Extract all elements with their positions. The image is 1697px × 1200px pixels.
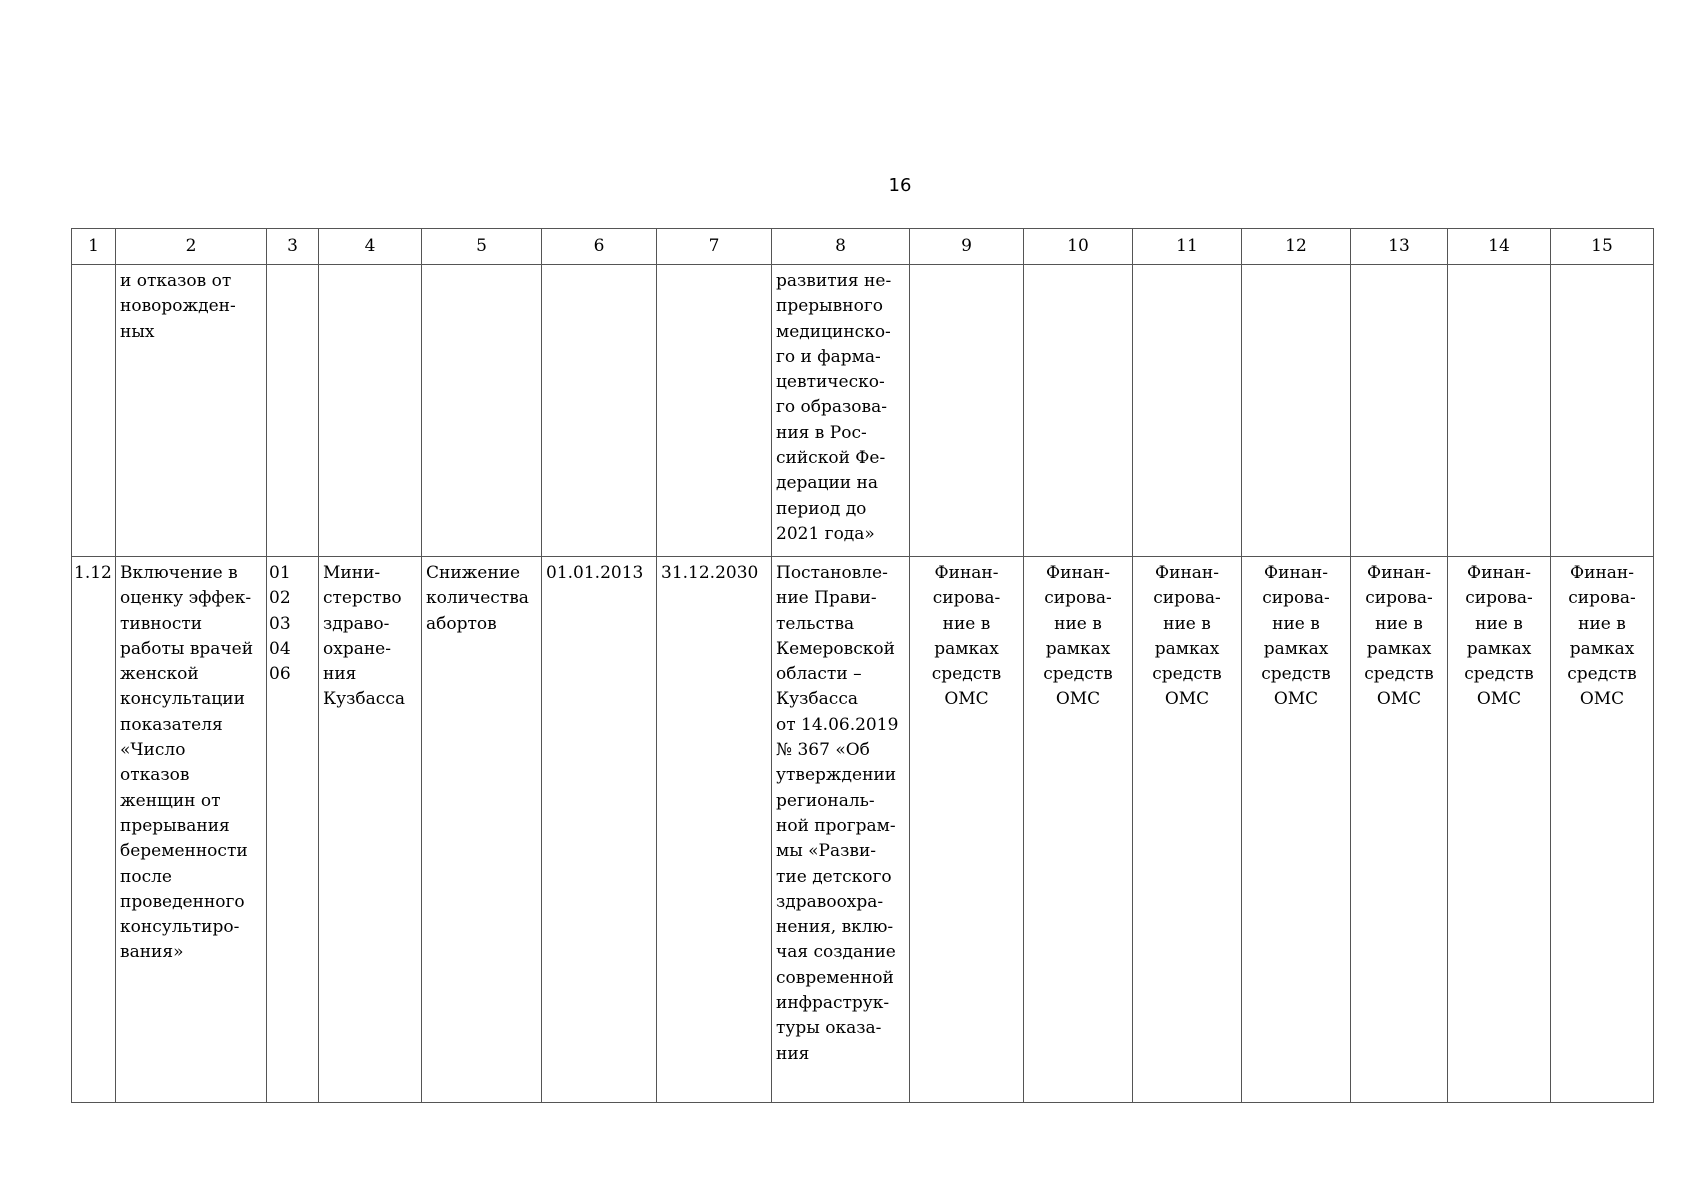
table-cell [1242, 265, 1351, 557]
table-cell [657, 557, 772, 1103]
cell-text: Снижение количества абортов [426, 563, 529, 634]
table-cell [657, 265, 772, 557]
table-cell [772, 557, 910, 1103]
column-header: 12 [1242, 229, 1351, 265]
cell-text: Включение в оценку эффек- тивности работы врачей женской консультации показателя «Число отказов женщин от прерывания беременности после проведенного консультиро- вания» [120, 563, 254, 963]
column-header: 5 [422, 229, 542, 265]
column-header: 7 [657, 229, 772, 265]
table-cell [116, 557, 267, 1103]
column-header: 3 [267, 229, 319, 265]
table-cell [267, 265, 319, 557]
cell-text: Финан- сирова- ние в рамках средств ОМС [1043, 563, 1113, 710]
table-cell [72, 557, 116, 1103]
table-row [72, 265, 1654, 557]
table-cell [1448, 265, 1551, 557]
cell-text: 01 02 03 04 06 [269, 563, 291, 685]
column-header: 4 [319, 229, 422, 265]
table-cell [72, 265, 116, 557]
table-cell [1448, 557, 1551, 1103]
table-cell [267, 557, 319, 1103]
table-cell [1242, 557, 1351, 1103]
cell-text: Финан- сирова- ние в рамках средств ОМС [1152, 563, 1222, 710]
cell-text: 1.12 [74, 563, 112, 583]
column-header: 9 [910, 229, 1024, 265]
cell-text: Финан- сирова- ние в рамках средств ОМС [1567, 563, 1637, 710]
column-header: 15 [1551, 229, 1654, 265]
cell-text: 31.12.2030 [661, 563, 759, 583]
data-table [71, 228, 1654, 1103]
column-header: 13 [1351, 229, 1448, 265]
cell-text: Финан- сирова- ние в рамках средств ОМС [931, 563, 1002, 710]
table-cell [1133, 265, 1242, 557]
table-cell [319, 265, 422, 557]
table-cell [772, 265, 910, 557]
table-cell [1551, 265, 1654, 557]
cell-text: 01.01.2013 [546, 563, 644, 583]
table-row [72, 557, 1654, 1103]
cell-text: Постановле- ние Прави- тельства Кемеровской области – Кузбасса от 14.06.2019 № 367 «Об утверждении региональ- ной програм- мы «Разви- тие детского здравоохра- нения, вклю- чая создание современной инфраструк- туры оказа- ния [776, 563, 899, 1064]
table-header-row [72, 229, 1654, 265]
column-header: 1 [72, 229, 116, 265]
table-cell [319, 557, 422, 1103]
column-header: 8 [772, 229, 910, 265]
column-header: 11 [1133, 229, 1242, 265]
table-cell [1551, 557, 1654, 1103]
cell-text: развития не- прерывного медицинско- го и фарма- цевтическо- го образова- ния в Рос- сийской Фе- дерации на период до 2021 года» [776, 271, 892, 544]
cell-text: Финан- сирова- ние в рамках средств ОМС [1364, 563, 1434, 710]
column-header: 6 [542, 229, 657, 265]
table-cell [542, 557, 657, 1103]
table-cell [1024, 265, 1133, 557]
column-header: 10 [1024, 229, 1133, 265]
table-cell [1351, 265, 1448, 557]
table-cell [422, 265, 542, 557]
column-header: 14 [1448, 229, 1551, 265]
cell-text: Мини- стерство здраво- охране- ния Кузбасса [323, 563, 405, 710]
page-number: 16 [888, 175, 912, 196]
cell-text: Финан- сирова- ние в рамках средств ОМС [1261, 563, 1331, 710]
table-cell [116, 265, 267, 557]
table-cell [910, 557, 1024, 1103]
table-cell [910, 265, 1024, 557]
cell-text: и отказов от новорожден- ных [120, 271, 236, 342]
table-cell [1351, 557, 1448, 1103]
table-cell [542, 265, 657, 557]
table-cell [1133, 557, 1242, 1103]
table-cell [422, 557, 542, 1103]
cell-text: Финан- сирова- ние в рамках средств ОМС [1464, 563, 1534, 710]
column-header: 2 [116, 229, 267, 265]
table-cell [1024, 557, 1133, 1103]
